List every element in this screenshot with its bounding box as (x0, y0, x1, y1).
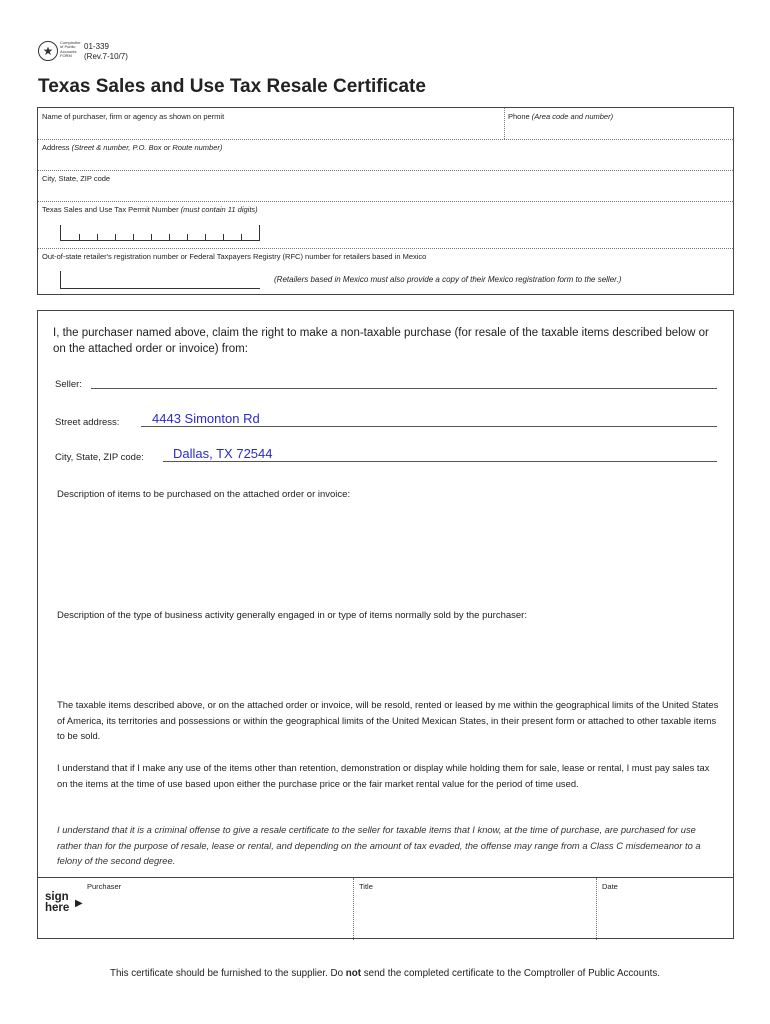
rfc-number-label: Out-of-state retailer's registration number or Federal Taxpayers Registry (RFC) number for retailers based in Mexico (42, 252, 427, 261)
resale-claim-box (37, 310, 734, 939)
phone-label: Phone (Area code and number) (508, 112, 614, 121)
agency-logo-text: Comptroller of Public Accounts FORM (60, 40, 81, 59)
sign-here-marker: sign here (45, 891, 70, 914)
divider (353, 878, 354, 940)
city-state-zip-value[interactable]: Dallas, TX 72544 (173, 446, 273, 461)
phone-divider (504, 108, 505, 139)
form-revision: (Rev.7-10/7) (84, 52, 128, 61)
form-number: 01-339 (84, 42, 109, 51)
arrow-right-icon: ▶ (75, 898, 83, 909)
seller-label: Seller: (55, 379, 82, 390)
street-address-value[interactable]: 4443 Simonton Rd (152, 411, 260, 426)
street-address-label: Street address: (55, 417, 120, 428)
claim-statement: I, the purchaser named above, claim the right to make a non-taxable purchase (for resale of the taxable items described below or on the attached order or invoice) from: (53, 327, 709, 355)
address-label: Address (Street & number, P.O. Box or Route number) (42, 143, 223, 152)
purchaser-name-label: Name of purchaser, firm or agency as shown on permit (42, 112, 225, 121)
title-label: Title (359, 882, 373, 891)
purchaser-signature-label: Purchaser (87, 882, 122, 891)
signature-row (38, 877, 733, 939)
items-description-label: Description of items to be purchased on the attached order or invoice: (57, 489, 351, 500)
resale-statement-paragraph: The taxable items described above, or on the attached order or invoice, will be resold, rented or leased by me within the geographical limits of the United States of America, its territories and possessions or within the geographical limits of the United Mexican States, in their present form or attached to other taxable items to be sold. (57, 699, 719, 741)
divider (38, 201, 733, 202)
purchaser-info-box (37, 107, 734, 295)
footer-note: This certificate should be furnished to the supplier. Do not send the completed certificate to the Comptroller of Public Accounts. (109, 968, 660, 979)
city-state-zip-label: City, State, ZIP code (42, 174, 111, 183)
permit-number-label: Texas Sales and Use Tax Permit Number (must contain 11 digits) (42, 205, 258, 214)
permit-number-input[interactable] (60, 225, 260, 241)
rfc-number-input[interactable] (60, 271, 260, 289)
seller-input-line[interactable] (91, 388, 717, 389)
page-title: Texas Sales and Use Tax Resale Certificate (38, 76, 426, 97)
mexico-registration-note: (Retailers based in Mexico must also provide a copy of their Mexico registration form to the seller.) (274, 275, 622, 284)
street-address-input-line[interactable] (141, 426, 717, 427)
city-state-zip-label: City, State, ZIP code: (55, 452, 144, 463)
city-state-zip-input-line[interactable] (163, 461, 717, 462)
divider (38, 170, 733, 171)
divider (596, 878, 597, 940)
divider (38, 248, 733, 249)
criminal-offense-paragraph: I understand that it is a criminal offense to give a resale certificate to the seller for taxable items that I know, at the time of purchase, are purchased for use rather than for the purpose of resale, lease or rental, and depending on the amount of tax evaded, the offense may range from a Class C misdemeanor to a felony of the second degree. (57, 824, 701, 866)
use-tax-statement-paragraph: I understand that if I make any use of the items other than retention, demonstration or display while holding them for sale, lease or rental, I must pay sales tax on the items at the time of use based upon either the purchase price or the fair market rental value for the period of time used. (57, 762, 710, 789)
business-description-label: Description of the type of business activity generally engaged in or type of items normally sold by the purchaser: (57, 610, 527, 621)
form-number-block (84, 42, 128, 62)
texas-star-seal-icon: ★ (38, 41, 58, 61)
date-label: Date (602, 882, 618, 891)
divider (38, 139, 733, 140)
